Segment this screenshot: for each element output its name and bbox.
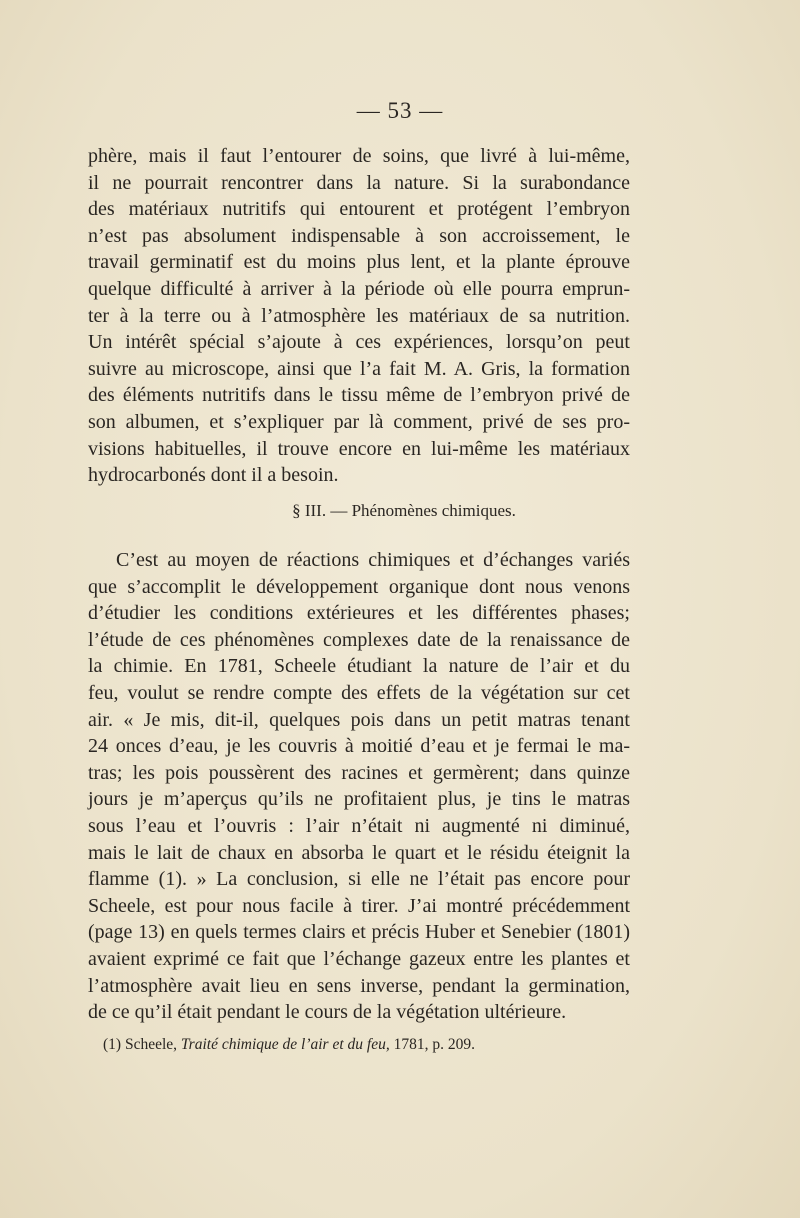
- footnote-title: Traité chimique de l’air et du feu,: [180, 1036, 390, 1053]
- paragraph-line: n’est pas absolument indispensable à son accroissement, le: [88, 224, 630, 247]
- paragraph-line: 24 onces d’eau, je les couvris à moitié d’eau et je fermai le ma-: [88, 735, 630, 758]
- paragraph-line: d’étudier les conditions extérieures et les différentes phases;: [88, 602, 630, 625]
- paragraph-line: flamme (1). » La conclusion, si elle ne l’était pas encore pour: [88, 868, 630, 891]
- paragraph-line: feu, voulut se rendre compte des effets de la végétation sur cet: [88, 681, 630, 704]
- paragraph-line: tras; les pois poussèrent des racines et germèrent; dans quinze: [88, 761, 630, 784]
- paragraph-line: travail germinatif est du moins plus lent, et la plante éprouve: [88, 251, 630, 274]
- paragraph-line: de ce qu’il était pendant le cours de la végétation ultérieure.: [88, 1001, 567, 1024]
- paragraph-line: l’étude de ces phénomènes complexes date de la renaissance de: [88, 628, 630, 651]
- footnote-details: 1781, p. 209.: [393, 1036, 475, 1053]
- paragraph-line: avaient exprimé ce fait que l’échange gazeux entre les plantes et: [88, 947, 630, 970]
- paragraph-line: Un intérêt spécial s’ajoute à ces expériences, lorsqu’on peut: [88, 331, 630, 354]
- paragraph-line: jours je m’aperçus qu’ils ne profitaient plus, je tins le matras: [88, 788, 630, 811]
- paragraph-line: phère, mais il faut l’entourer de soins, que livré à lui-même,: [88, 145, 630, 167]
- paragraph-line: C’est au moyen de réactions chimiques et d’échanges variés: [116, 549, 630, 571]
- paragraph-line: (page 13) en quels termes clairs et précis Huber et Senebier (1801): [88, 921, 630, 944]
- paragraph-line: des matériaux nutritifs qui entourent et protégent l’embryon: [88, 198, 630, 221]
- paragraph-line: son albumen, et s’expliquer par là comment, privé de ses pro-: [88, 410, 630, 433]
- paragraph-1: [88, 143, 630, 489]
- paragraph-line: sous l’eau et l’ouvris : l’air n’était ni augmenté ni diminué,: [88, 814, 630, 837]
- footnote-author: Scheele,: [124, 1036, 178, 1053]
- paragraph-line: l’atmosphère avait lieu en sens inverse, pendant la germination,: [88, 974, 630, 997]
- paragraph-line: Scheele, est pour nous facile à tirer. J’ai montré précédemment: [88, 894, 630, 917]
- section-heading: § III. — Phénomènes chimiques.: [292, 501, 516, 520]
- paragraph-line: visions habituelles, il trouve encore en lui-même les matériaux: [88, 437, 630, 460]
- paragraph-line: air. « Je mis, dit-il, quelques pois dans un petit matras tenant: [88, 708, 630, 731]
- page-number: — 53 —: [356, 98, 444, 123]
- paragraph-line: hydrocarbonés dont il a besoin.: [88, 464, 339, 487]
- paragraph-line: la chimie. En 1781, Scheele étudiant la nature de l’air et du: [88, 655, 630, 678]
- paragraph-line: suivre au microscope, ainsi que l’a fait M. A. Gris, la formation: [88, 357, 630, 380]
- paragraph-line: ter à la terre ou à l’atmosphère les matériaux de sa nutrition.: [88, 304, 630, 327]
- paragraph-line: il ne pourrait rencontrer dans la nature. Si la surabondance: [88, 171, 630, 194]
- paragraph-line: quelque difficulté à arriver à la période où elle pourra emprun-: [88, 277, 630, 300]
- footnote: [103, 1036, 475, 1054]
- paragraph-line: mais le lait de chaux en absorba le quart et le résidu éteignit la: [88, 841, 630, 864]
- paragraph-2: [88, 547, 630, 1026]
- paragraph-line: des éléments nutritifs dans le tissu même de l’embryon privé de: [88, 384, 630, 407]
- footnote-marker: (1): [103, 1036, 122, 1053]
- paragraph-line: que s’accomplit le développement organique dont nous venons: [88, 575, 630, 598]
